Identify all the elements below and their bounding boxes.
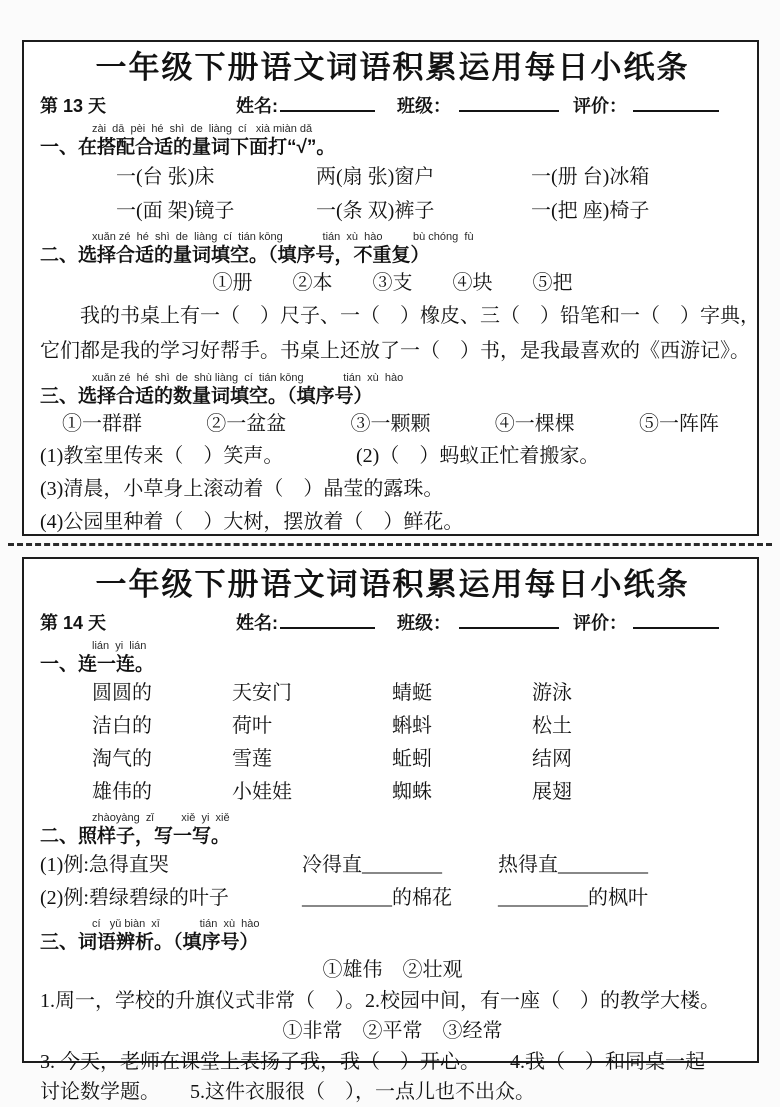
option-item: ⑤一阵阵	[639, 413, 719, 435]
option-item: ②一盆盆	[206, 413, 287, 435]
day14-header	[40, 609, 745, 637]
section1-heading: 一、连一连。	[40, 654, 155, 675]
section1-heading: 一、在搭配合适的量词下面打“√”。	[40, 137, 336, 158]
pinyin-annotation: zài dā pèi hé shì de liàng cí xià miàn dǎ	[92, 123, 313, 135]
day13-header	[40, 92, 745, 120]
matching-row	[40, 776, 745, 809]
section3-heading: 三、选择合适的数量词填空。（填序号）	[40, 386, 373, 407]
question-item: (1)教室里传来（ ）笑声。	[40, 445, 284, 467]
matching-item: 蜘蛛	[392, 781, 432, 803]
quantifier-row	[40, 194, 745, 228]
blank-phrase: 热得直_________	[498, 854, 648, 876]
options-line: ①册 ②本 ③支 ④块 ⑤把	[212, 272, 573, 294]
matching-item: 圆圆的	[92, 682, 152, 704]
example-row	[40, 882, 745, 915]
page-title: 一年级下册语文词语积累运用每日小纸条	[95, 50, 690, 85]
day-number-label: 第 14 天	[40, 613, 107, 633]
fill-in-paragraph-line: 它们都是我的学习好帮手。书桌上还放了一（ ）书，是我最喜欢的《西游记》。	[40, 340, 750, 362]
evaluation-field	[573, 92, 719, 118]
matching-item: 展翅	[532, 781, 572, 803]
quantifier-item: 一(把 座)椅子	[531, 200, 650, 222]
question-line: (3)清晨，小草身上滚动着（ ）晶莹的露珠。	[40, 478, 444, 500]
options-line: ①非常 ②平常 ③经常	[282, 1020, 503, 1042]
pinyin-annotation: xuǎn zé hé shì de liàng cí tián kōng tián xù hào bù chóng fù	[92, 231, 474, 243]
matching-item: 蝌蚪	[392, 715, 432, 737]
question-line	[40, 440, 745, 473]
class-blank-line	[459, 614, 559, 629]
matching-item: 蚯蚓	[392, 748, 432, 770]
example-row	[40, 849, 745, 882]
blank-phrase: 冷得直________	[302, 854, 442, 876]
options-line: ①雄伟 ②壮观	[322, 959, 463, 981]
quantifier-item: 两(扇 张)窗户	[316, 166, 435, 188]
blank-phrase: _________的枫叶	[498, 887, 648, 909]
class-blank-line	[459, 97, 559, 112]
question-item: (2)（ ）蚂蚁正忙着搬家。	[356, 445, 600, 467]
matching-row	[40, 743, 745, 776]
dashed-cut-line	[8, 543, 772, 546]
option-item: ③一颗颗	[350, 413, 431, 435]
matching-item: 天安门	[232, 682, 292, 704]
evaluation-blank-line	[633, 97, 719, 112]
option-item: ④一棵棵	[494, 413, 575, 435]
name-label: 姓名:	[236, 613, 278, 633]
section2-heading: 二、选择合适的量词填空。（填序号，不重复）	[40, 245, 430, 266]
matching-item: 小娃娃	[232, 781, 292, 803]
example-label: (1)例:急得直哭	[40, 854, 169, 876]
evaluation-label: 评价：	[573, 613, 627, 633]
matching-item: 雄伟的	[92, 781, 152, 803]
matching-item: 雪莲	[232, 748, 272, 770]
question-line: 讨论数学题。 5.这件衣服很（ ），一点儿也不出众。	[40, 1081, 535, 1103]
day13-card	[22, 40, 759, 536]
question-line: 1.周一，学校的升旗仪式非常（ ）。2.校园中间，有一座（ ）的教学大楼。	[40, 990, 720, 1012]
day14-card	[22, 557, 759, 1103]
matching-item: 松土	[532, 715, 572, 737]
pinyin-annotation: cí yǔ biàn xī tián xù hào	[92, 918, 260, 930]
class-label: 班级：	[397, 613, 451, 633]
question-line: (4)公园里种着（ ）大树，摆放着（ ）鲜花。	[40, 511, 464, 533]
day-number-label: 第 13 天	[40, 96, 107, 116]
pinyin-annotation: lián yi lián	[92, 640, 147, 652]
quantifier-item: 一(条 双)裤子	[316, 200, 435, 222]
matching-item: 洁白的	[92, 715, 152, 737]
name-label: 姓名:	[236, 96, 278, 116]
quantifier-item: 一(册 台)冰箱	[531, 166, 650, 188]
class-field	[397, 609, 559, 635]
class-label: 班级：	[397, 96, 451, 116]
example-label: (2)例:碧绿碧绿的叶子	[40, 887, 229, 909]
evaluation-blank-line	[633, 614, 719, 629]
name-blank-line	[280, 97, 375, 112]
name-field	[236, 609, 375, 635]
name-blank-line	[280, 614, 375, 629]
matching-item: 结网	[532, 748, 572, 770]
pinyin-annotation: xuǎn zé hé shì de shù liàng cí tián kōng tián xù hào	[92, 372, 404, 384]
pinyin-annotation: zhàoyàng zǐ xiě yi xiě	[92, 812, 230, 824]
matching-row	[40, 677, 745, 710]
quantifier-item: 一(台 张)床	[116, 166, 215, 188]
section3-heading: 三、词语辨析。（填序号）	[40, 932, 259, 953]
evaluation-field	[573, 609, 719, 635]
evaluation-label: 评价：	[573, 96, 627, 116]
name-field	[236, 92, 375, 118]
page-title: 一年级下册语文词语积累运用每日小纸条	[95, 567, 690, 602]
matching-item: 荷叶	[232, 715, 272, 737]
matching-row	[40, 710, 745, 743]
section2-heading: 二、照样子，写一写。	[40, 826, 231, 847]
quantifier-item: 一(面 架)镜子	[116, 200, 235, 222]
matching-item: 游泳	[532, 682, 572, 704]
option-item: ①一群群	[62, 413, 142, 435]
question-line: 3. 今天，老师在课堂上表扬了我，我（ ）开心。 4.我（ ）和同桌一起	[40, 1051, 705, 1073]
options-line	[40, 409, 745, 440]
blank-phrase: _________的棉花	[302, 887, 452, 909]
quantifier-row	[40, 160, 745, 194]
matching-item: 蜻蜓	[392, 682, 432, 704]
matching-item: 淘气的	[92, 748, 152, 770]
class-field	[397, 92, 559, 118]
fill-in-paragraph-line: 我的书桌上有一（ ）尺子、一（ ）橡皮、三（ ）铅笔和一（ ）字典，	[80, 305, 760, 327]
